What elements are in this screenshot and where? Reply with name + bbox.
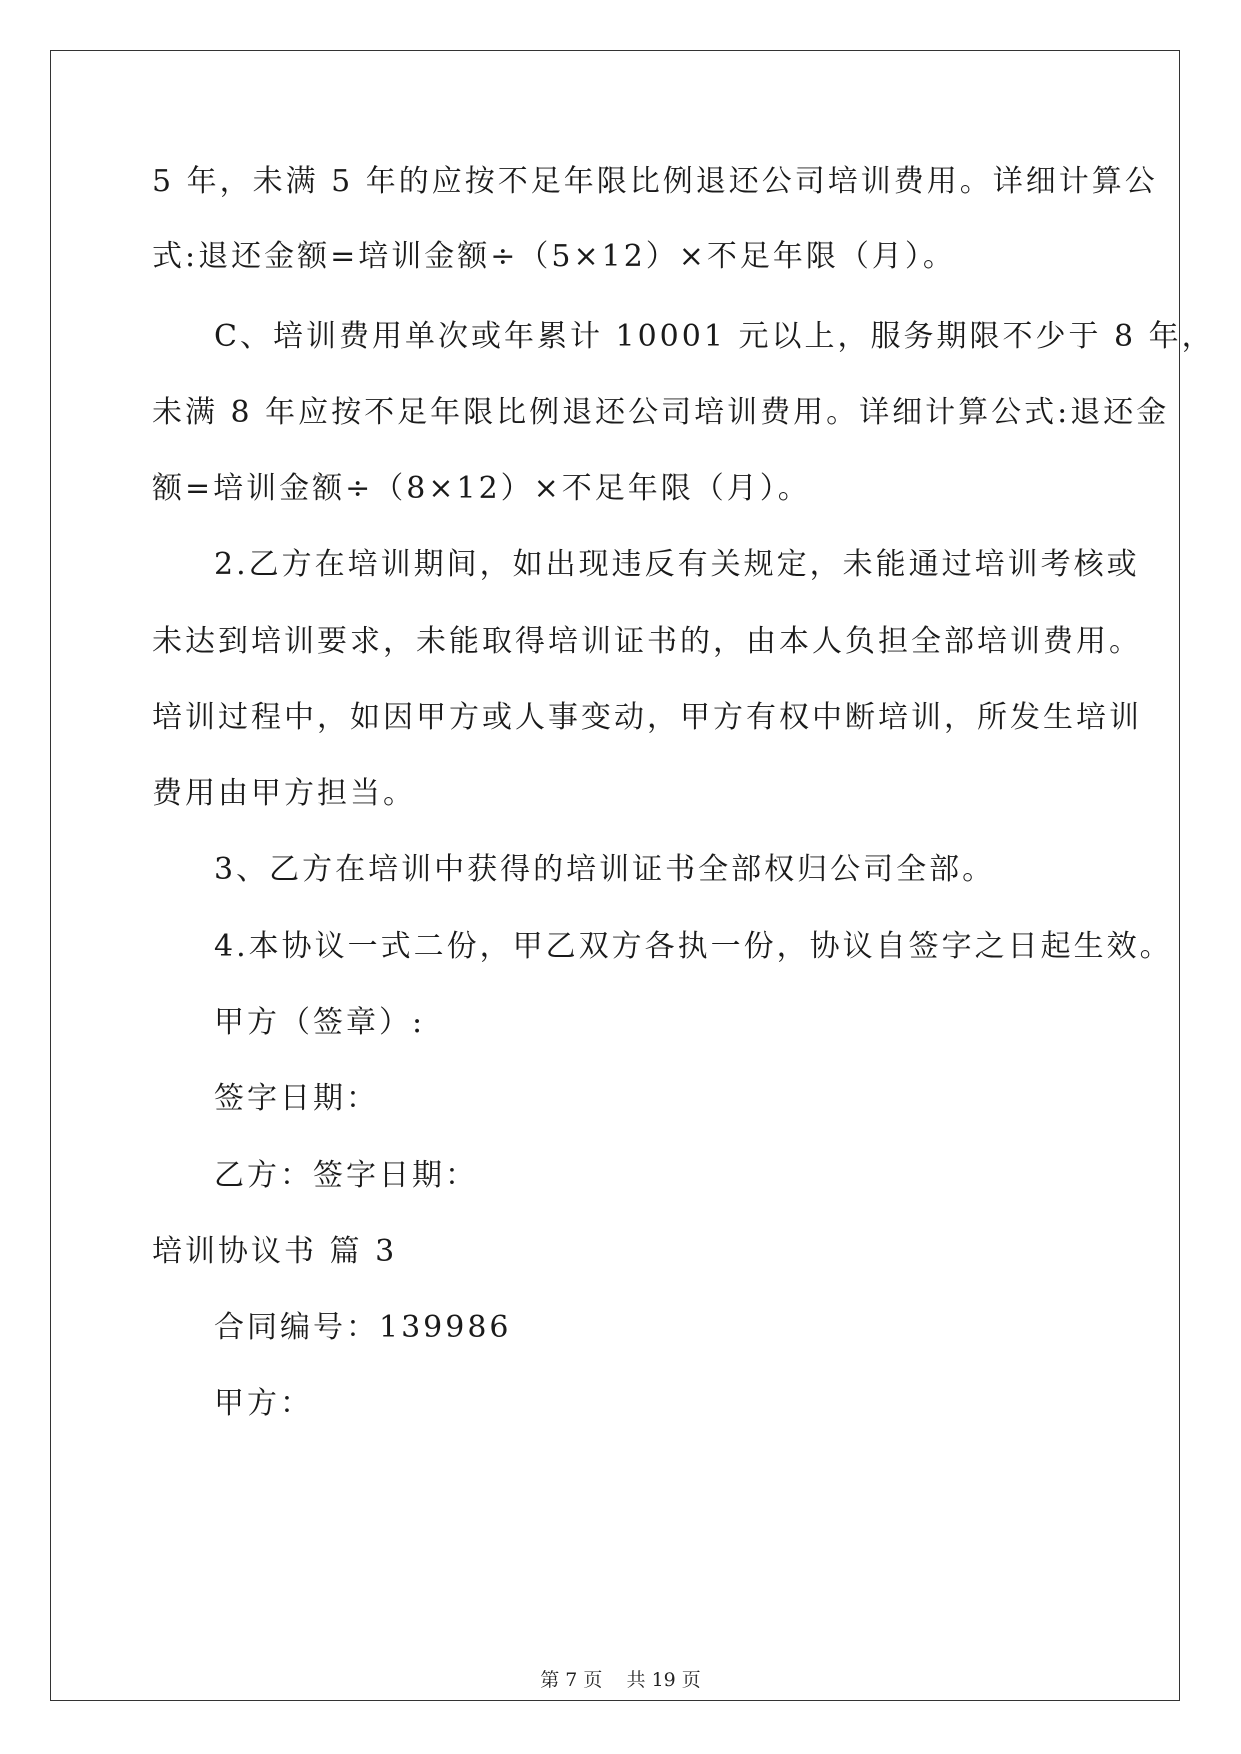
paragraph-line: 费用由甲方担当。 <box>152 776 416 811</box>
paragraph-line: 3、乙方在培训中获得的培训证书全部权归公司全部。 <box>214 852 996 887</box>
contract-number: 合同编号：139986 <box>214 1310 512 1345</box>
paragraph-line: 未达到培训要求，未能取得培训证书的，由本人负担全部培训费用。 <box>152 624 1142 659</box>
section-heading: 培训协议书 篇 3 <box>152 1234 398 1269</box>
signature-line: 乙方：签字日期： <box>214 1158 478 1193</box>
page-number: 第 7 页 共 19 页 <box>540 1669 701 1691</box>
party-a-label: 甲方： <box>214 1386 313 1421</box>
paragraph-line: 培训过程中，如因甲方或人事变动，甲方有权中断培训，所发生培训 <box>152 700 1142 735</box>
signature-line: 签字日期： <box>214 1081 379 1116</box>
paragraph-line: 式:退还金额=培训金额÷（5×12）×不足年限（月）。 <box>152 239 956 274</box>
paragraph-line: 4.本协议一式二份，甲乙双方各执一份，协议自签字之日起生效。 <box>214 929 1173 964</box>
paragraph-line: 未满 8 年应按不足年限比例退还公司培训费用。详细计算公式:退还金 <box>152 395 1170 430</box>
paragraph-line: 2.乙方在培训期间，如出现违反有关规定，未能通过培训考核或 <box>214 547 1140 582</box>
signature-line: 甲方（签章）: <box>214 1005 426 1040</box>
paragraph-line: 5 年，未满 5 年的应按不足年限比例退还公司培训费用。详细计算公 <box>152 164 1158 199</box>
paragraph-line: C、培训费用单次或年累计 10001 元以上，服务期限不少于 8 年， <box>214 319 1215 354</box>
paragraph-line: 额=培训金额÷（8×12）×不足年限（月）。 <box>152 471 811 506</box>
